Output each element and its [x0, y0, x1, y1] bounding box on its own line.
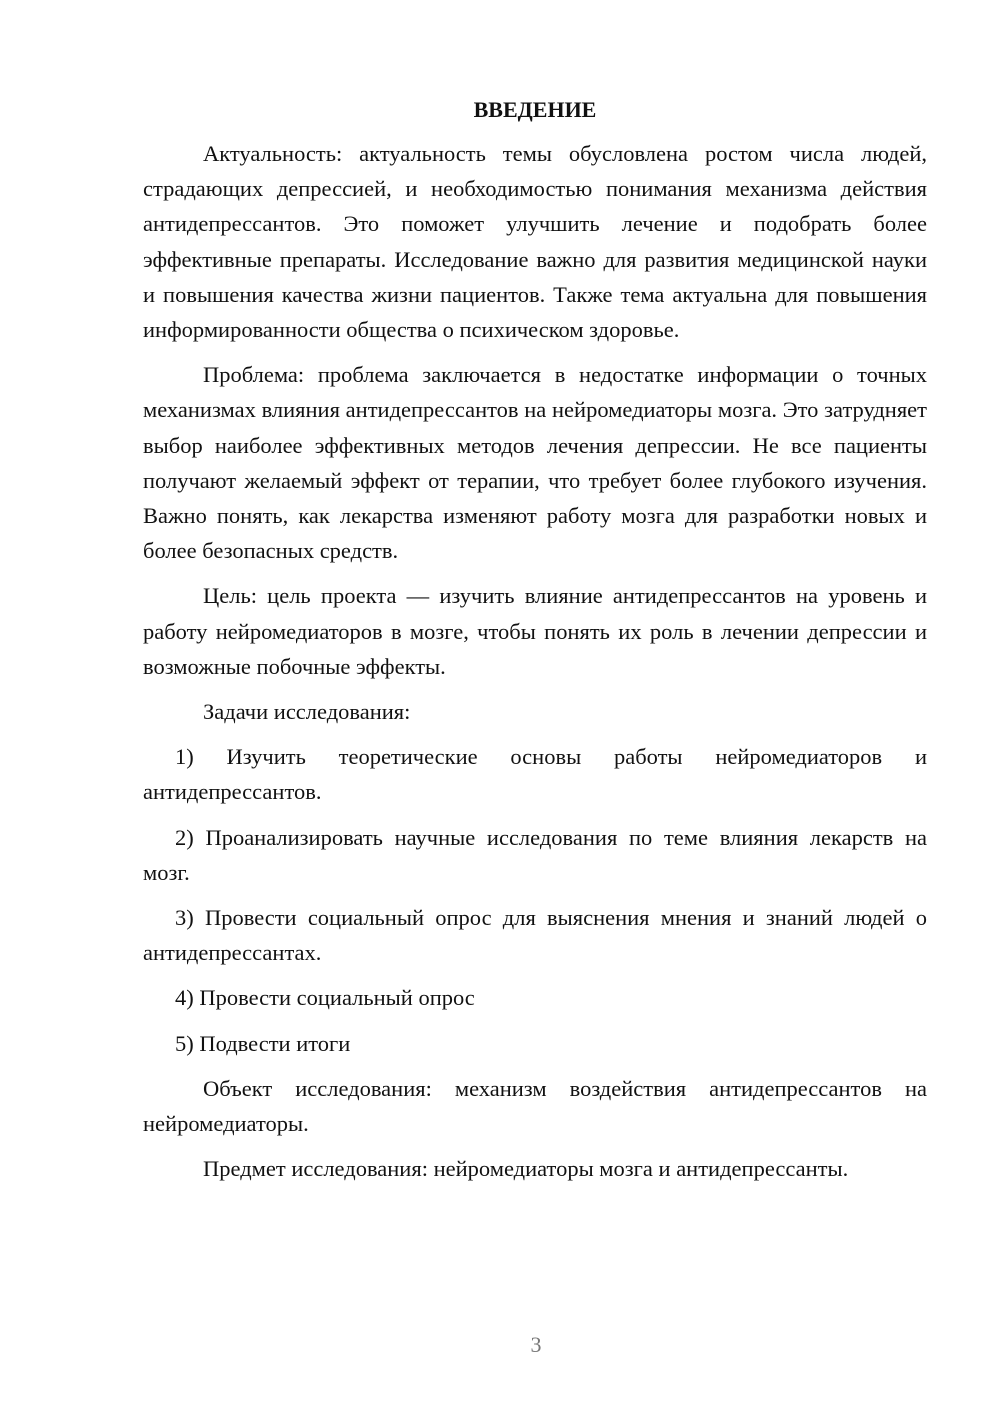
paragraph-goal: Цель: цель проекта — изучить влияние антидепрессантов на уровень и работу нейромедиаторов в мозге, чтобы понять их роль в лечении депрессии и возможные побочные эффекты. [143, 583, 927, 679]
tasks-heading: Задачи исследования: [203, 699, 411, 725]
paragraph-problem: Проблема: проблема заключается в недостатке информации о точных механизмах влияния антидепрессантов на нейромедиаторы мозга. Это затрудняет выбор наиболее эффективных методов лечения депрессии. Не все пациенты получают желаемый эффект от терапии, что требует более глубокого изучения. Важно понять, как лекарства изменяют работу мозга для разработки новых и более безопасных средств. [143, 362, 927, 564]
page-number: 3 [530, 1332, 542, 1357]
paragraph-subject: Предмет исследования: нейромедиаторы мозга и антидепрессанты. [203, 1156, 849, 1182]
task-item: 1) Изучить теоретические основы работы нейромедиаторов и антидепрессантов. [143, 744, 927, 805]
task-item: 2) Проанализировать научные исследования по теме влияния лекарств на мозг. [143, 824, 927, 885]
page-title: ВВЕДЕНИЕ [473, 97, 597, 122]
document-page [143, 95, 927, 1196]
paragraph-relevance: Актуальность: актуальность темы обусловлена ростом числа людей, страдающих депрессией, и необходимостью понимания механизма действия антидепрессантов. Это поможет улучшить лечение и подобрать более эффективные препараты. Исследование важно для развития медицинской науки и повышения качества жизни пациентов. Также тема актуальна для повышения информированности общества о психическом здоровье. [143, 141, 927, 343]
task-item: 3) Провести социальный опрос для выяснения мнения и знаний людей о антидепрессантах. [143, 905, 927, 966]
task-item: 4) Провести социальный опрос [175, 985, 475, 1011]
task-item: 5) Подвести итоги [175, 1030, 351, 1056]
paragraph-object: Объект исследования: механизм воздействия антидепрессантов на нейромедиаторы. [143, 1075, 927, 1137]
